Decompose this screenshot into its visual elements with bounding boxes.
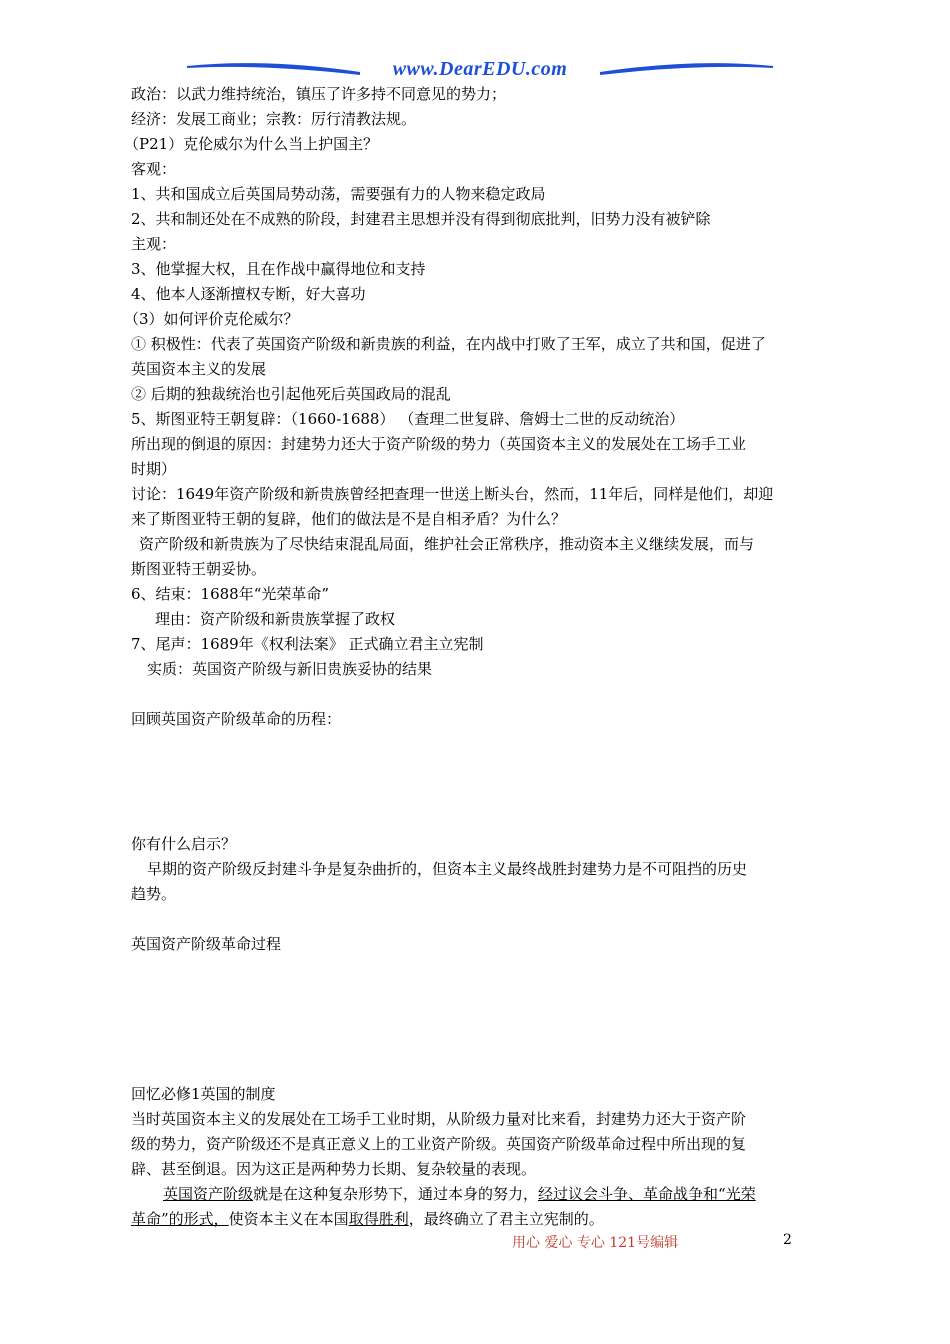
page-number: 2 (783, 1232, 792, 1248)
section-heading: 英国资产阶级革命过程 (131, 935, 282, 953)
underlined-text: 取得胜利 (348, 1210, 409, 1228)
text-line: 理由：资产阶级和新贵族掌握了政权 (155, 610, 396, 628)
text-line: 主观： (131, 235, 177, 253)
underlined-text: 革命”的形式， (131, 1210, 229, 1228)
text-line: 辟、甚至倒退。因为这正是两种势力长期、复杂较量的表现。 (131, 1160, 537, 1178)
text-line: 趋势。 (131, 885, 177, 903)
list-item: 7、尾声：1689年《权利法案》 正式确立君主立宪制 (131, 635, 484, 653)
list-item: 6、结束：1688年“光荣革命” (131, 585, 330, 603)
section-heading: 你有什么启示？ (131, 835, 237, 853)
text-line: ① 积极性：代表了英国资产阶级和新贵族的利益，在内战中打败了王军，成立了共和国，促进了 (131, 335, 766, 353)
plain-text: 使资本主义在本国 (228, 1210, 349, 1228)
section-heading: 回忆必修1英国的制度 (131, 1085, 276, 1103)
text-line: 客观： (131, 160, 177, 178)
site-logo[interactable]: www.DearEDU.com (392, 58, 568, 80)
underlined-text: 英国资产阶级 (163, 1185, 254, 1203)
list-item: 4、他本人逐渐擅权专断，好大喜功 (131, 285, 366, 303)
discussion-text: ：1649年资产阶级和新贵族曾经把查理一世送上断头台，然而，11年后，同样是他们，却迎 (161, 485, 774, 503)
text-line: 斯图亚特王朝妥协。 (131, 560, 267, 578)
text-line: 所出现的倒退的原因：封建势力还大于资产阶级的势力（英国资本主义的发展处在工场手工业 (131, 435, 747, 453)
text-line: 早期的资产阶级反封建斗争是复杂曲折的，但资本主义最终战胜封建势力是不可阻挡的历史 (147, 860, 748, 878)
discussion-line (131, 482, 773, 507)
text-line (131, 1207, 604, 1232)
question-heading: （P21）克伦威尔为什么当上护国主？ (124, 135, 379, 153)
text-line (163, 1182, 756, 1207)
text-line: 经济：发展工商业；宗教：厉行清教法规。 (131, 110, 417, 128)
list-item: 5、斯图亚特王朝复辟：（1660-1688） （查理二世复辟、詹姆士二世的反动统治） (131, 410, 685, 428)
footer-text: 用心 爱心 专心 121号编辑 (512, 1235, 679, 1251)
question-heading: （3）如何评价克伦威尔？ (124, 310, 299, 328)
text-line: 政治：以武力维持统治，镇压了许多持不同意见的势力； (131, 85, 507, 103)
plain-text: 就是在这种复杂形势下，通过本身的努力， (253, 1185, 539, 1203)
text-line: 当时英国资本主义的发展处在工场手工业时期，从阶级力量对比来看，封建势力还大于资产阶 (131, 1110, 747, 1128)
underlined-text: 经过议会斗争、革命战争和“光荣 (538, 1185, 756, 1203)
text-line: 级的势力，资产阶级还不是真正意义上的工业资产阶级。英国资产阶级革命过程中所出现的复 (131, 1135, 747, 1153)
discussion-label: 讨论 (131, 485, 162, 503)
list-item: 1、共和国成立后英国局势动荡，需要强有力的人物来稳定政局 (131, 185, 546, 203)
list-item: 2、共和制还处在不成熟的阶段，封建君主思想并没有得到彻底批判，旧势力没有被铲除 (131, 210, 711, 228)
text-line: 资产阶级和新贵族为了尽快结束混乱局面，维护社会正常秩序，推动资本主义继续发展，而与 (139, 535, 755, 553)
text-line: ② 后期的独裁统治也引起他死后英国政局的混乱 (131, 385, 451, 403)
text-line: 实质：英国资产阶级与新旧贵族妥协的结果 (147, 660, 433, 678)
list-item: 3、他掌握大权，且在作战中赢得地位和支持 (131, 260, 426, 278)
plain-text: ，最终确立了君主立宪制的。 (408, 1210, 604, 1228)
text-line: 来了斯图亚特王朝的复辟，他们的做法是不是自相矛盾？为什么？ (131, 510, 567, 528)
text-line: 时期） (131, 460, 177, 478)
text-line: 英国资本主义的发展 (131, 360, 267, 378)
section-heading: 回顾英国资产阶级革命的历程： (131, 710, 342, 728)
